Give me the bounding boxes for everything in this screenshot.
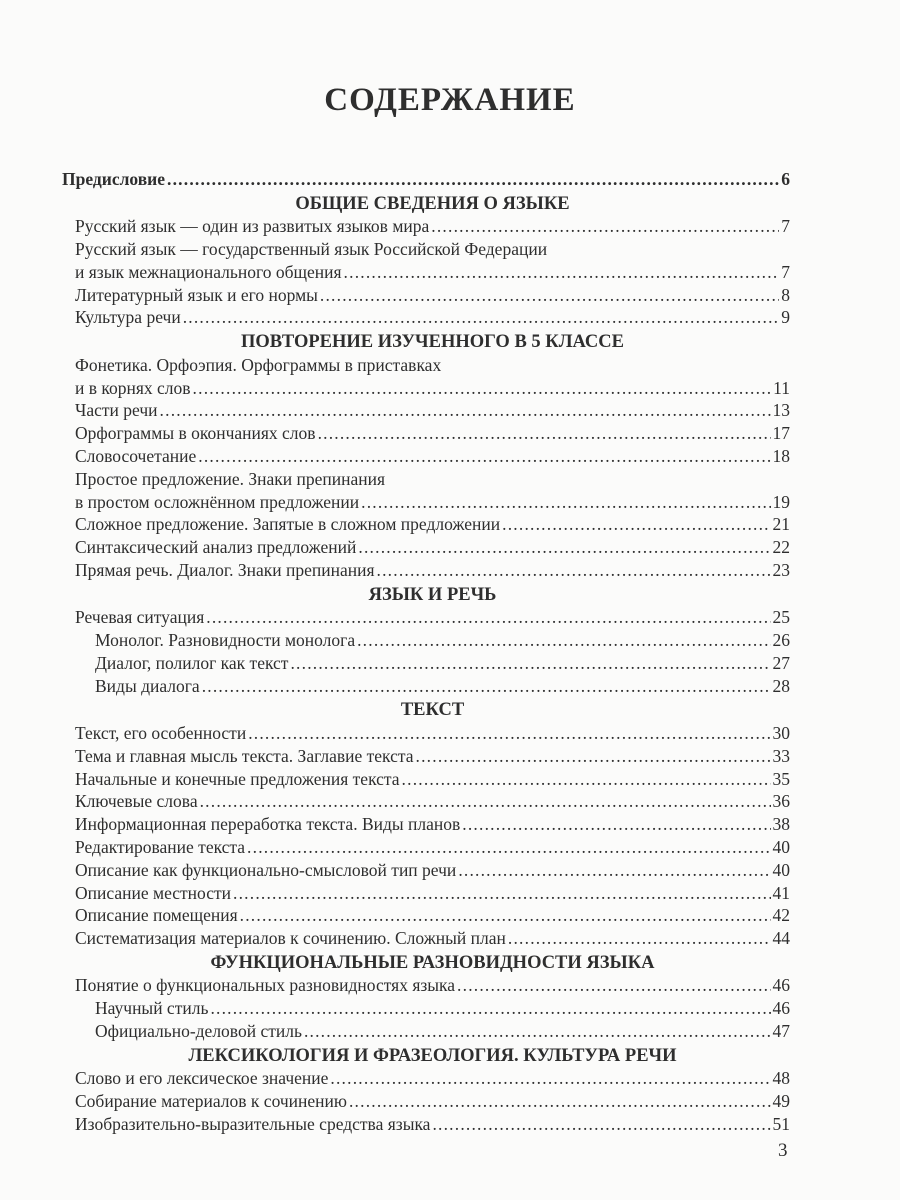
toc-entry[interactable] (62, 675, 790, 698)
entry-title: Изобразительно-выразительные средства языка (75, 1113, 431, 1134)
dot-leader (431, 215, 779, 238)
toc-entry[interactable] (62, 904, 790, 927)
toc-entry[interactable] (62, 836, 790, 859)
entry-title: Русский язык — один из развитых языков мира (75, 216, 430, 237)
entry-page: 19 (772, 491, 790, 512)
toc-entry[interactable] (62, 1090, 790, 1113)
entry-page: 13 (772, 400, 790, 421)
section-heading: ОБЩИЕ СВЕДЕНИЯ О ЯЗЫКЕ (295, 193, 570, 214)
toc-entry[interactable] (62, 1020, 790, 1043)
entry-title: Систематизация материалов к сочинению. Сложный план (75, 928, 506, 949)
toc-entry-first-line (62, 354, 790, 377)
entry-page: 23 (772, 559, 790, 580)
entry-title: и в корнях слов (75, 377, 191, 398)
dot-leader (240, 904, 771, 927)
entry-title: Описание местности (75, 882, 232, 903)
entry-title: Синтаксический анализ предложений (75, 537, 357, 558)
entry-page: 48 (772, 1068, 790, 1089)
dot-leader (402, 768, 771, 791)
dot-leader (432, 1113, 770, 1136)
dot-leader (183, 306, 780, 329)
entry-page: 18 (772, 445, 790, 466)
entry-page: 46 (772, 975, 790, 996)
entry-title: Культура речи (75, 307, 181, 328)
toc-entry[interactable] (62, 859, 790, 882)
entry-page: 51 (772, 1113, 790, 1134)
toc-entry[interactable] (62, 813, 790, 836)
entry-title: Понятие о функциональных разновидностях языка (75, 975, 456, 996)
dot-leader (167, 168, 779, 191)
dot-leader (202, 675, 771, 698)
entry-title: Литературный язык и его нормы (75, 284, 318, 305)
entry-page: 6 (781, 169, 790, 189)
toc-entry[interactable] (62, 652, 790, 675)
entry-title: Предисловие (62, 169, 166, 189)
toc-entry[interactable] (62, 168, 790, 191)
entry-page: 40 (772, 836, 790, 857)
toc-entry[interactable] (62, 445, 790, 468)
dot-leader (416, 745, 771, 768)
entry-title: Описание как функционально-смысловой тип речи (75, 859, 457, 880)
entry-title: Описание помещения (75, 905, 238, 926)
entry-title: и язык межнационального общения (75, 261, 342, 282)
dot-leader (198, 445, 770, 468)
dot-leader (193, 377, 772, 400)
entry-title: Речевая ситуация (75, 607, 205, 628)
entry-page: 30 (772, 722, 790, 743)
entry-page: 49 (772, 1091, 790, 1112)
entry-title: Части речи (75, 400, 158, 421)
dot-leader (206, 606, 770, 629)
toc-entry[interactable] (62, 768, 790, 791)
toc-entry[interactable] (62, 491, 790, 514)
entry-page: 11 (773, 377, 790, 398)
dot-leader (377, 559, 771, 582)
entry-page: 17 (772, 423, 790, 444)
toc-entry[interactable] (62, 215, 790, 238)
entry-page: 22 (772, 537, 790, 558)
entry-title: Виды диалога (95, 675, 200, 696)
entry-page: 21 (772, 514, 790, 535)
entry-title: Монолог. Разновидности монолога (95, 630, 356, 651)
toc-entry[interactable] (62, 745, 790, 768)
dot-leader (160, 399, 771, 422)
entry-title: Информационная переработка текста. Виды планов (75, 814, 461, 835)
toc-entry[interactable] (62, 422, 790, 445)
entry-page: 7 (781, 216, 790, 237)
dot-leader (330, 1067, 770, 1090)
dot-leader (247, 836, 770, 859)
entry-page: 8 (781, 284, 790, 305)
toc-entry-first-line (62, 468, 790, 491)
dot-leader (318, 422, 771, 445)
section-heading: ТЕКСТ (400, 700, 465, 721)
toc-entry[interactable] (62, 722, 790, 745)
section-heading: ПОВТОРЕНИЕ ИЗУЧЕННОГО В 5 КЛАССЕ (241, 332, 624, 353)
toc-entry[interactable] (62, 790, 790, 813)
toc-entry[interactable] (62, 606, 790, 629)
toc-entry[interactable] (62, 927, 790, 950)
entry-title: Официально-деловой стиль (95, 1021, 302, 1041)
entry-page: 40 (772, 859, 790, 880)
entry-title: Диалог, полилог как текст (95, 652, 289, 673)
page-number: 3 (778, 1140, 788, 1161)
entry-title: Сложное предложение. Запятые в сложном предложении (75, 514, 501, 535)
dot-leader (344, 261, 780, 284)
entry-title: Текст, его особенности (75, 722, 247, 743)
entry-title: Простое предложение. Знаки препинания (75, 468, 386, 489)
entry-title: Словосочетание (75, 445, 197, 466)
entry-page: 46 (772, 998, 790, 1019)
dot-leader (304, 1020, 771, 1043)
entry-page: 36 (772, 791, 790, 812)
entry-title: Слово и его лексическое значение (75, 1068, 329, 1089)
entry-page: 44 (772, 928, 790, 949)
entry-page: 28 (772, 675, 790, 696)
toc-entry[interactable] (62, 513, 790, 536)
page-title: СОДЕРЖАНИЕ (324, 82, 576, 118)
entry-page: 27 (772, 652, 790, 673)
toc-entry[interactable] (62, 882, 790, 905)
entry-title: Собирание материалов к сочинению (75, 1091, 347, 1112)
toc-entry[interactable] (62, 284, 790, 307)
toc-entry[interactable] (62, 377, 790, 400)
entry-title: Орфограммы в окончаниях слов (75, 423, 316, 444)
dot-leader (210, 997, 770, 1020)
entry-page: 9 (781, 307, 790, 328)
dot-leader (320, 284, 779, 307)
entry-page: 7 (781, 261, 790, 282)
entry-title: Научный стиль (95, 998, 209, 1019)
dot-leader (290, 652, 770, 675)
dot-leader (457, 974, 770, 997)
section-heading: ЯЗЫК И РЕЧЬ (368, 584, 497, 605)
entry-page: 38 (772, 814, 790, 835)
toc-entry[interactable] (62, 536, 790, 559)
toc-entry[interactable] (62, 997, 790, 1020)
entry-page: 42 (772, 905, 790, 926)
toc-entry-first-line (62, 238, 790, 261)
entry-title: Редактирование текста (75, 836, 246, 857)
dot-leader (233, 882, 770, 905)
entry-page: 47 (772, 1021, 790, 1041)
dot-leader (502, 513, 770, 536)
dot-leader (358, 536, 770, 559)
dot-leader (357, 629, 770, 652)
dot-leader (462, 813, 770, 836)
entry-page: 33 (772, 745, 790, 766)
section-heading: ЛЕКСИКОЛОГИЯ И ФРАЗЕОЛОГИЯ. КУЛЬТУРА РЕЧИ (188, 1045, 677, 1066)
dot-leader (361, 491, 770, 514)
entry-page: 25 (772, 607, 790, 628)
toc-entry[interactable] (62, 974, 790, 997)
entry-title: Фонетика. Орфоэпия. Орфограммы в приставках (75, 354, 442, 375)
toc-entry[interactable] (62, 399, 790, 422)
dot-leader (458, 859, 770, 882)
entry-title: Тема и главная мысль текста. Заглавие текста (75, 745, 414, 766)
table-of-contents (62, 168, 790, 1136)
entry-page: 35 (772, 768, 790, 789)
entry-title: Ключевые слова (75, 791, 198, 812)
entry-title: Прямая речь. Диалог. Знаки препинания (75, 559, 375, 580)
toc-entry[interactable] (62, 306, 790, 329)
dot-leader (508, 927, 771, 950)
dot-leader (248, 722, 770, 745)
entry-title: в простом осложнённом предложении (75, 491, 360, 512)
dot-leader (200, 790, 771, 813)
toc-entry[interactable] (62, 1067, 790, 1090)
entry-title: Русский язык — государственный язык Российской Федерации (75, 239, 548, 260)
section-heading: ФУНКЦИОНАЛЬНЫЕ РАЗНОВИДНОСТИ ЯЗЫКА (210, 952, 655, 973)
toc-entry[interactable] (62, 1113, 790, 1136)
entry-title: Начальные и конечные предложения текста (75, 768, 400, 789)
toc-entry[interactable] (62, 559, 790, 582)
dot-leader (349, 1090, 771, 1113)
entry-page: 41 (772, 882, 790, 903)
toc-entry[interactable] (62, 261, 790, 284)
toc-entry[interactable] (62, 629, 790, 652)
entry-page: 26 (772, 630, 790, 651)
